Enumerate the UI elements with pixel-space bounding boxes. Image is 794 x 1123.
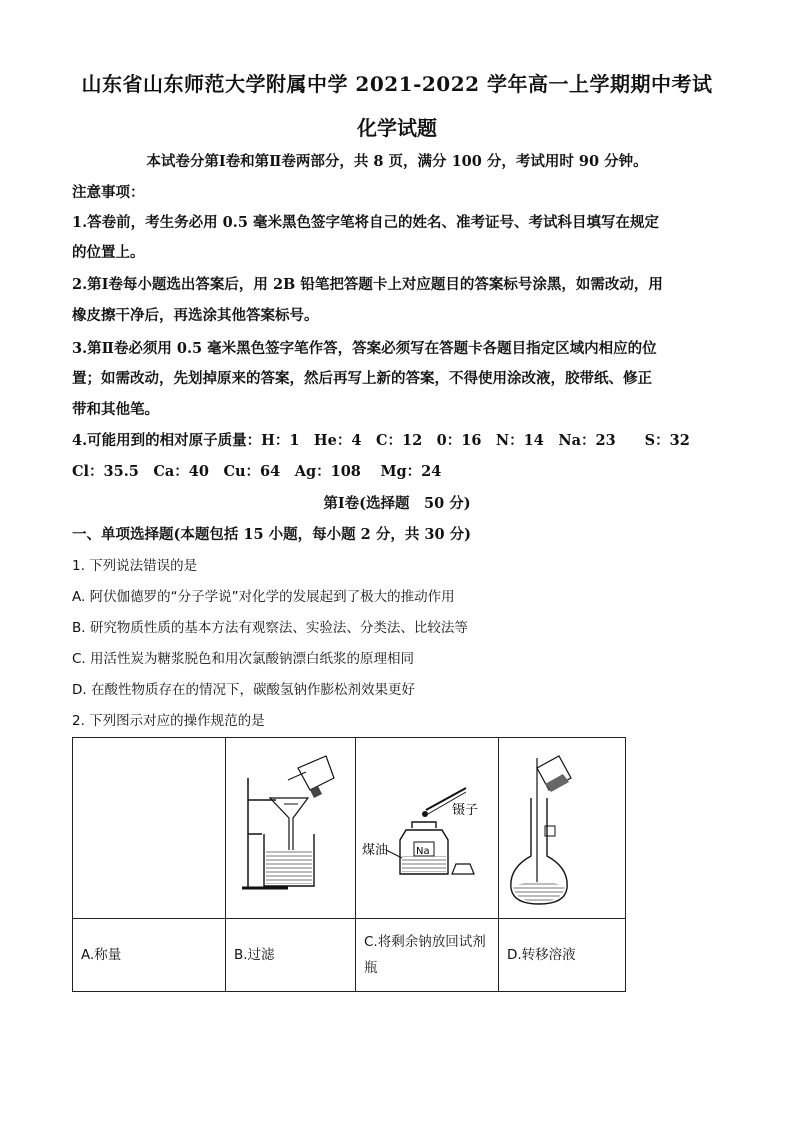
- q1-option-c: C. 用活性炭为糖浆脱色和用次氯酸钠漂白纸浆的原理相同: [72, 651, 415, 667]
- filtration-diagram: [226, 738, 355, 914]
- kerosene-label: 煤油: [362, 843, 389, 858]
- transfer-diagram: [499, 738, 625, 914]
- answer-b: B.过滤: [226, 919, 356, 992]
- answer-d: D.转移溶液: [499, 919, 626, 992]
- q1-stem: 1. 下列说法错误的是: [72, 558, 198, 574]
- notice-line: 橡皮擦干净后，再选涂其他答案标号。: [72, 307, 319, 324]
- notice-line: 的位置上。: [72, 244, 145, 261]
- figure-cell-c: [356, 738, 499, 919]
- exam-title: 山东省山东师范大学附属中学 2021-2022 学年高一上学期期中考试: [81, 72, 713, 96]
- q2-figure-table: [72, 737, 626, 992]
- q2-stem: 2. 下列图示对应的操作规范的是: [72, 713, 265, 729]
- figure-cell-a: [73, 738, 226, 919]
- figure-cell-d: [499, 738, 626, 919]
- answer-a: A.称量: [73, 919, 226, 992]
- answer-c: [356, 919, 499, 992]
- notice-line: 2.第Ⅰ卷每小题选出答案后，用 2B 铅笔把答题卡上对应题目的答案标号涂黑，如需改动，用: [72, 276, 663, 293]
- notice-heading: 注意事项：: [72, 184, 145, 201]
- q1-option-d: D. 在酸性物质存在的情况下，碳酸氢钠作膨松剂效果更好: [72, 682, 415, 698]
- part-heading: 一、单项选择题(本题包括 15 小题，每小题 2 分，共 30 分): [72, 526, 471, 543]
- notice-line: 4.可能用到的相对原子质量：H：1 He：4 C：12 0：16 N：14 Na：23 S：32: [72, 432, 690, 449]
- tweezers-label: 镊子: [452, 803, 479, 818]
- sodium-label: Na: [416, 846, 430, 857]
- answer-c-line1: C.将剩余钠放回试剂: [364, 934, 486, 950]
- sodium-bottle-diagram: [356, 738, 498, 914]
- exam-intro: 本试卷分第Ⅰ卷和第Ⅱ卷两部分，共 8 页，满分 100 分，考试用时 90 分钟。: [146, 153, 648, 170]
- q1-option-b: B. 研究物质性质的基本方法有观察法、实验法、分类法、比较法等: [72, 620, 468, 636]
- answer-c-line2: 瓶: [364, 960, 378, 976]
- q1-option-a: A. 阿伏伽德罗的“分子学说”对化学的发展起到了极大的推动作用: [72, 589, 455, 605]
- section-heading: 第Ⅰ卷(选择题 50 分): [323, 495, 471, 512]
- notice-line: Cl：35.5 Ca：40 Cu：64 Ag：108 Mg：24: [72, 463, 442, 480]
- figure-cell-b: [226, 738, 356, 919]
- notice-line: 1.答卷前，考生务必用 0.5 毫米黑色签字笔将自己的姓名、准考证号、考试科目填写在规定: [72, 214, 659, 231]
- notice-line: 带和其他笔。: [72, 401, 159, 418]
- exam-subtitle: 化学试题: [357, 116, 437, 140]
- notice-line: 置；如需改动，先划掉原来的答案，然后再写上新的答案，不得使用涂改液，胶带纸、修正: [72, 370, 652, 387]
- notice-line: 3.第Ⅱ卷必须用 0.5 毫米黑色签字笔作答，答案必须写在答题卡各题目指定区域内相应的位: [72, 340, 657, 357]
